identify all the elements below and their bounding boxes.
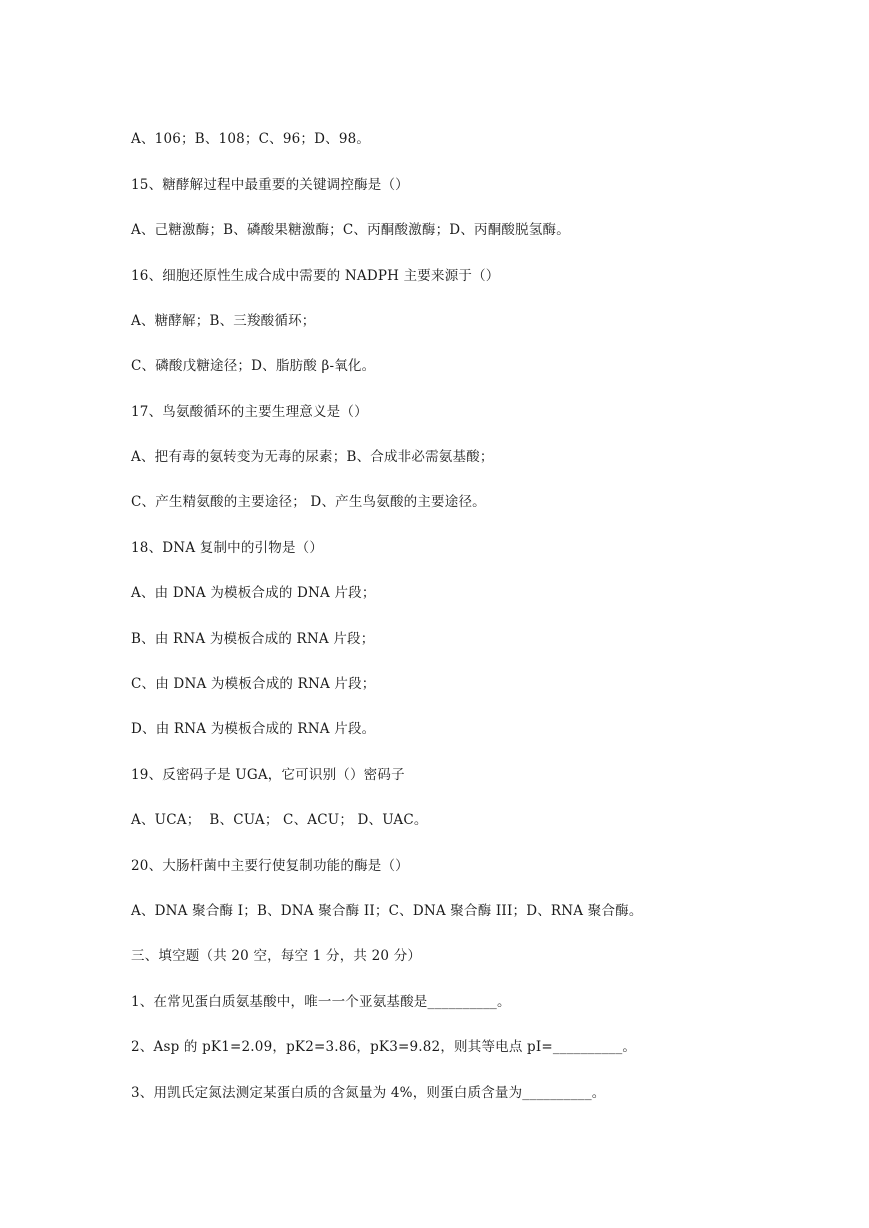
answer-option-q18-c: C、由 DNA 为模板合成的 RNA 片段； bbox=[131, 676, 376, 692]
fill-question-3: 3、用凯氏定氮法测定某蛋白质的含氮量为 4%，则蛋白质含量为__________。 bbox=[131, 1085, 606, 1101]
answer-options-q14: A、106；B、108；C、96；D、98。 bbox=[131, 131, 371, 147]
answer-option-q18-a: A、由 DNA 为模板合成的 DNA 片段； bbox=[131, 585, 376, 601]
answer-options-q16-cd: C、磷酸戊糖途径；D、脂肪酸 β-氧化。 bbox=[131, 358, 376, 374]
answer-options-q17-cd: C、产生精氨酸的主要途径； D、产生鸟氨酸的主要途径。 bbox=[131, 494, 486, 510]
question-15: 15、糖酵解过程中最重要的关键调控酶是（） bbox=[131, 177, 409, 193]
answer-option-q18-d: D、由 RNA 为模板合成的 RNA 片段。 bbox=[131, 721, 376, 737]
fill-question-2: 2、Asp 的 pK1=2.09，pK2=3.86，pK3=9.82，则其等电点 pI=__________。 bbox=[131, 1039, 637, 1055]
answer-options-q17-ab: A、把有毒的氨转变为无毒的尿素；B、合成非必需氨基酸； bbox=[131, 449, 494, 465]
answer-options-q19: A、UCA； B、CUA； C、ACU； D、UAC。 bbox=[131, 812, 428, 828]
question-19: 19、反密码子是 UGA，它可识别（）密码子 bbox=[131, 767, 405, 783]
answer-options-q15: A、己糖激酶；B、磷酸果糖激酶；C、丙酮酸激酶；D、丙酮酸脱氢酶。 bbox=[131, 222, 570, 238]
section-heading-fill-in: 三、填空题（共 20 空，每空 1 分，共 20 分） bbox=[131, 948, 422, 964]
answer-options-q20: A、DNA 聚合酶 I；B、DNA 聚合酶 II；C、DNA 聚合酶 III；D、RNA 聚合酶。 bbox=[131, 903, 643, 919]
fill-question-1: 1、在常见蛋白质氨基酸中，唯一一个亚氨基酸是__________。 bbox=[131, 994, 511, 1010]
question-16: 16、细胞还原性生成合成中需要的 NADPH 主要来源于（） bbox=[131, 268, 500, 284]
question-20: 20、大肠杆菌中主要行使复制功能的酶是（） bbox=[131, 858, 409, 874]
question-18: 18、DNA 复制中的引物是（） bbox=[131, 540, 324, 556]
answer-option-q18-b: B、由 RNA 为模板合成的 RNA 片段； bbox=[131, 631, 375, 647]
answer-options-q16-ab: A、糖酵解；B、三羧酸循环； bbox=[131, 313, 316, 329]
question-17: 17、鸟氨酸循环的主要生理意义是（） bbox=[131, 404, 368, 420]
